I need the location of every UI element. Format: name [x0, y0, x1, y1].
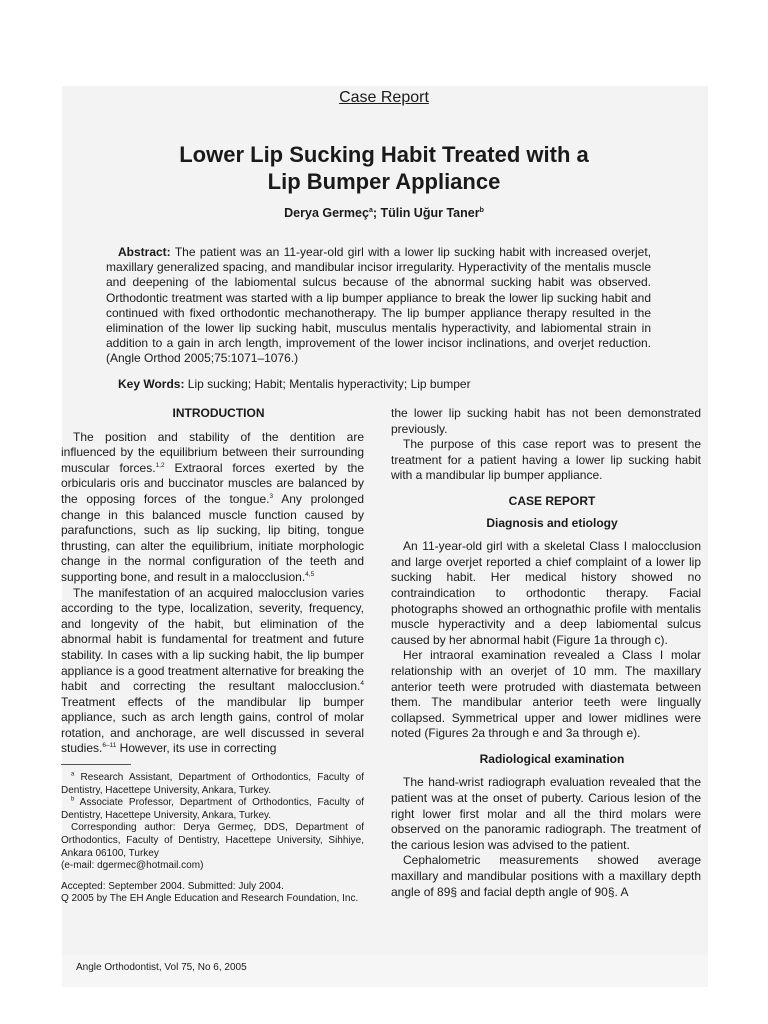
intro-heading: INTRODUCTION: [172, 406, 265, 420]
footnotes: [61, 772, 364, 906]
citation: 1,2: [155, 461, 165, 469]
abstract: [106, 245, 651, 367]
author-separator: ;: [372, 206, 381, 220]
title-line-1: Lower Lip Sucking Habit Treated with a: [179, 142, 589, 167]
author-email: (e-mail: dgermec@hotmail.com): [61, 860, 204, 872]
citation: 4: [360, 680, 364, 688]
intro-paragraph-1: The position and stability of the dentition are influenced by the equilibrium between their surrounding muscular forces.$^{1,2}$ Extraoral forces exerted by the orbicularis oris and buccinator muscles are balanced by the opposing forces of the tongue.$^3$ Any prolonged change in this balanced muscle function caused by parafunctions, such as lip sucking, lip biting, tongue thrusting, can alter the equilibrium, initiate morphologic change in the normal configuration of the teeth and supporting bone, and result in a malocclusion.$^{4,5}$: [61, 429, 364, 584]
journal-footer: Angle Orthodontist, Vol 75, No 6, 2005: [76, 962, 247, 973]
citation: 4,5: [305, 570, 315, 578]
author-1-mark: a: [368, 206, 373, 214]
radiology-paragraph-2: Cephalometric measurements showed average maxillary and mandibular positions with a maxillary depth angle of 89§ and facial depth angle of 90§. A: [391, 853, 701, 899]
author-2: Tülin Uğur Taner: [380, 206, 480, 220]
intro-paragraph-2: The manifestation of an acquired malocclusion varies according to the type, localization, severity, frequency, and longevity of the habit, but elimination of the abnormal habit is fundamental for treatment and future stability. In cases with a lip sucking habit, the lip bumper appliance is a good treatment alternative for breaking the habit and correcting the resultant malocclusion.$^4$ Treatment effects of the mandibular lip bumper appliance, such as arch length gains, control of molar rotation, and anchorage, are well discussed in several studies.$^{6-11}$ However, its use in correcting: [61, 585, 364, 756]
abstract-text: The patient was an 11-year-old girl with a lower lip sucking habit with increased overjet, maxillary generalized spacing, and mandibular incisor irregularity. Hyperactivity of the mentalis muscle and deepening of the labiomental sulcus because of the abnormal sucking habit was observed. Orthodontic treatment was started with a lip bumper appliance to break the lower lip sucking habit and continued with fixed orthodontic mechanotherapy. The lip bumper appliance therapy resulted in the elimination of the lower lip sucking habit, musculus mentalis hyperactivity, and labiomental strain in addition to a gain in arch length, improvement of the lower incisor inclinations, and overjet reduction. (Angle Orthod 2005;75:1071–1076.): [106, 245, 651, 366]
diagnosis-heading: Diagnosis and etiology: [486, 515, 618, 530]
article-title: [100, 141, 668, 195]
radiology-heading: Radiological examination: [479, 751, 625, 766]
footnote-a: $^a$ Research Assistant, Department of Orthodontics, Faculty of Dentistry, Hacettepe University, Ankara, Turkey.: [61, 771, 364, 796]
footnote-rule: [61, 764, 131, 765]
copyright: Q 2005 by The EH Angle Education and Research Foundation, Inc.: [61, 893, 359, 905]
abstract-label: Abstract:: [118, 245, 171, 259]
diagnosis-paragraph-1: An 11-year-old girl with a skeletal Class I malocclusion and large overjet reported a chief complaint of a lower lip sucking habit. Her medical history showed no contraindication to orthodontic therapy. Facial photographs showed an orthognathic profile with mentalis muscle hyperactivity and a deep labiomental sulcus caused by her abnormal habit (Figure 1a through c).: [391, 539, 701, 647]
citation: 6–11: [102, 742, 117, 750]
author-2-mark: b: [479, 206, 484, 214]
author-line: [100, 206, 668, 220]
corresponding-author: Corresponding author: Derya Germeç, DDS, Department of Orthodontics, Faculty of Dentistry, Hacettepe University, Sihhiye, Ankara 06100, Turkey: [61, 822, 364, 859]
section-label: Case Report: [339, 89, 429, 106]
right-column: [391, 406, 701, 900]
left-column: [61, 406, 364, 757]
keywords-label: Key Words:: [118, 377, 185, 391]
title-line-2: Lip Bumper Appliance: [267, 169, 501, 194]
radiology-paragraph-1: The hand-wrist radiograph evaluation revealed that the patient was at the onset of puberty. Carious lesion of the right lower first molar and all the third molars were observed on the panoramic radiograph. The treatment of the carious lesion was advised to the patient.: [391, 775, 701, 852]
author-1: Derya Germeç: [284, 206, 369, 220]
accepted-date: Accepted: September 2004. Submitted: July 2004.: [61, 880, 284, 892]
purpose-paragraph: The purpose of this case report was to present the treatment for a patient having a lower lip sucking habit with a mandibular lip bumper appliance.: [391, 437, 701, 483]
keywords: [118, 377, 658, 391]
diagnosis-paragraph-2: Her intraoral examination revealed a Class I molar relationship with an overjet of 10 mm. The maxillary anterior teeth were protruded with diastemata between them. The mandibular anterior teeth were lingually collapsed. Symmetrical upper and lower midlines were noted (Figures 2a through e and 3a through e).: [391, 648, 701, 741]
citation: 3: [269, 492, 274, 500]
footnote-b: $^b$ Associate Professor, Department of Orthodontics, Faculty of Dentistry, Hacettepe University, Ankara, Turkey.: [61, 796, 364, 821]
case-report-heading: CASE REPORT: [508, 493, 596, 508]
keywords-text: Lip sucking; Habit; Mentalis hyperactivity; Lip bumper: [184, 377, 471, 391]
intro-continuation: the lower lip sucking habit has not been demonstrated previously.: [391, 406, 701, 436]
